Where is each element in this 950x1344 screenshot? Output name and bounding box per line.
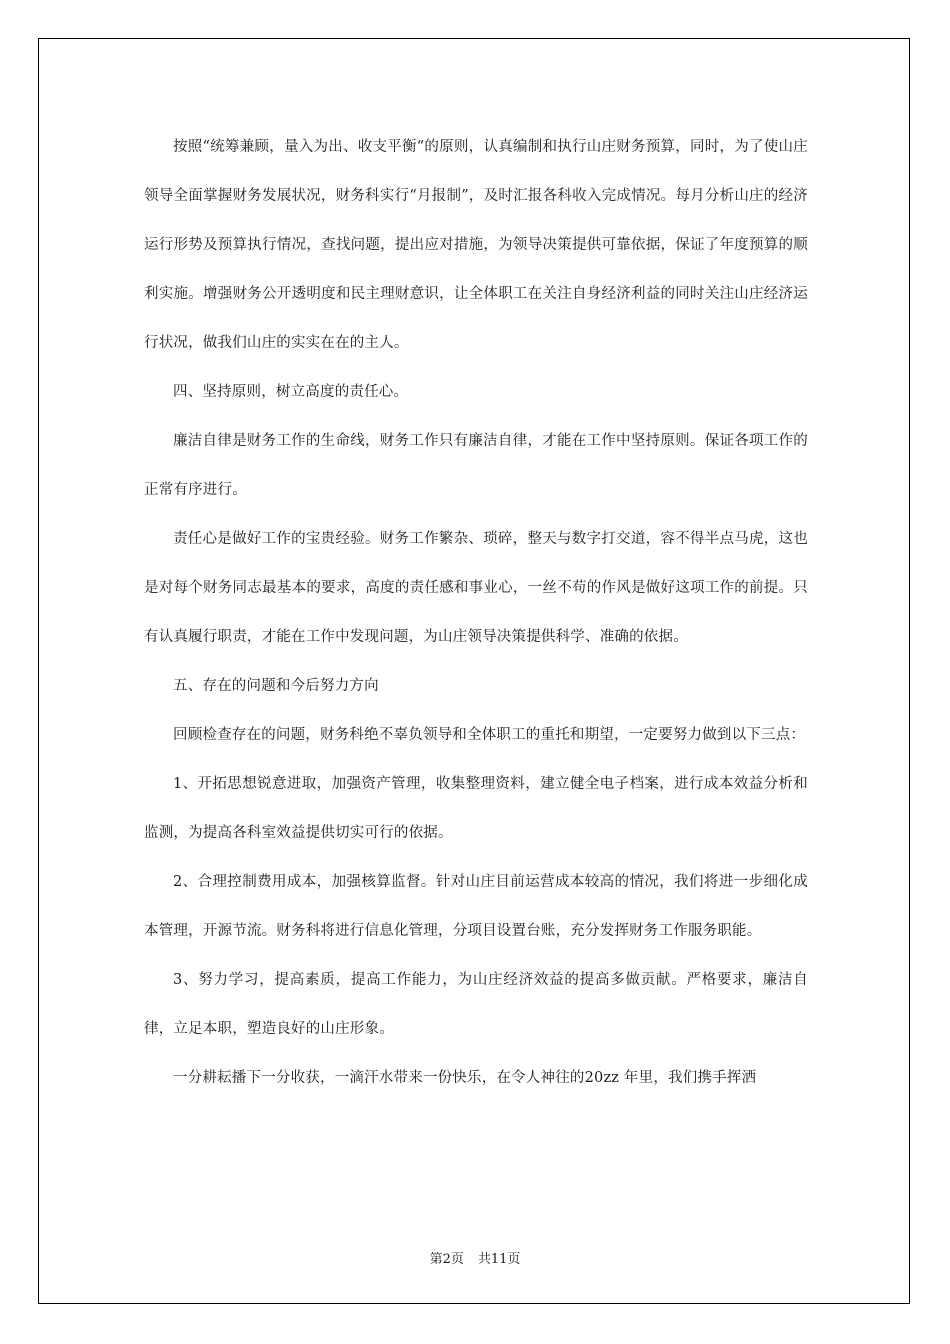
list-item-1: 1、开拓思想锐意进取，加强资产管理，收集整理资料，建立健全电子档案，进行成本效益分析和监测，为提高各科室效益提供切实可行的依据。 (144, 776, 808, 841)
document-body (144, 123, 808, 1103)
list-item-3: 3、努力学习，提高素质，提高工作能力，为山庄经济效益的提高多做贡献。严格要求，廉洁自律，立足本职，塑造良好的山庄形象。 (144, 972, 808, 1037)
heading-section-four: 四、坚持原则，树立高度的责任心。 (173, 384, 409, 400)
paragraph-review: 回顾检查存在的问题，财务科绝不辜负领导和全体职工的重托和期望，一定要努力做到以下三点： (173, 727, 806, 743)
list-item-2: 2、合理控制费用成本，加强核算监督。针对山庄目前运营成本较高的情况，我们将进一步细化成本管理，开源节流。财务科将进行信息化管理，分项目设置台账，充分发挥财务工作服务职能。 (144, 874, 808, 939)
paragraph-integrity: 廉洁自律是财务工作的生命线，财务工作只有廉洁自律，才能在工作中坚持原则。保证各项工作的正常有序进行。 (144, 433, 808, 498)
page-number: 第2页 (429, 1252, 464, 1267)
paragraph-closing: 一分耕耘播下一分收获，一滴汗水带来一份快乐，在令人神往的20zz 年里，我们携手挥洒 (173, 1070, 757, 1086)
page-footer (0, 1248, 950, 1267)
paragraph-responsibility: 责任心是做好工作的宝贵经验。财务工作繁杂、琐碎，整天与数字打交道，容不得半点马虎，这也是对每个财务同志最基本的要求，高度的责任感和事业心，一丝不苟的作风是做好这项工作的前提。只有认真履行职责，才能在工作中发现问题，为山庄领导决策提供科学、准确的依据。 (144, 531, 808, 645)
paragraph-budget: 按照“统筹兼顾，量入为出、收支平衡“的原则，认真编制和执行山庄财务预算，同时，为了使山庄领导全面掌握财务发展状况，财务科实行“月报制”，及时汇报各科收入完成情况。每月分析山庄的经济运行形势及预算执行情况，查找问题，提出应对措施，为领导决策提供可靠依据，保证了年度预算的顺利实施。增强财务公开透明度和民主理财意识，让全体职工在关注自身经济利益的同时关注山庄经济运行状况，做我们山庄的实实在在的主人。 (144, 139, 808, 351)
heading-section-five: 五、存在的问题和今后努力方向 (173, 678, 379, 694)
page-total: 共11页 (477, 1252, 521, 1267)
